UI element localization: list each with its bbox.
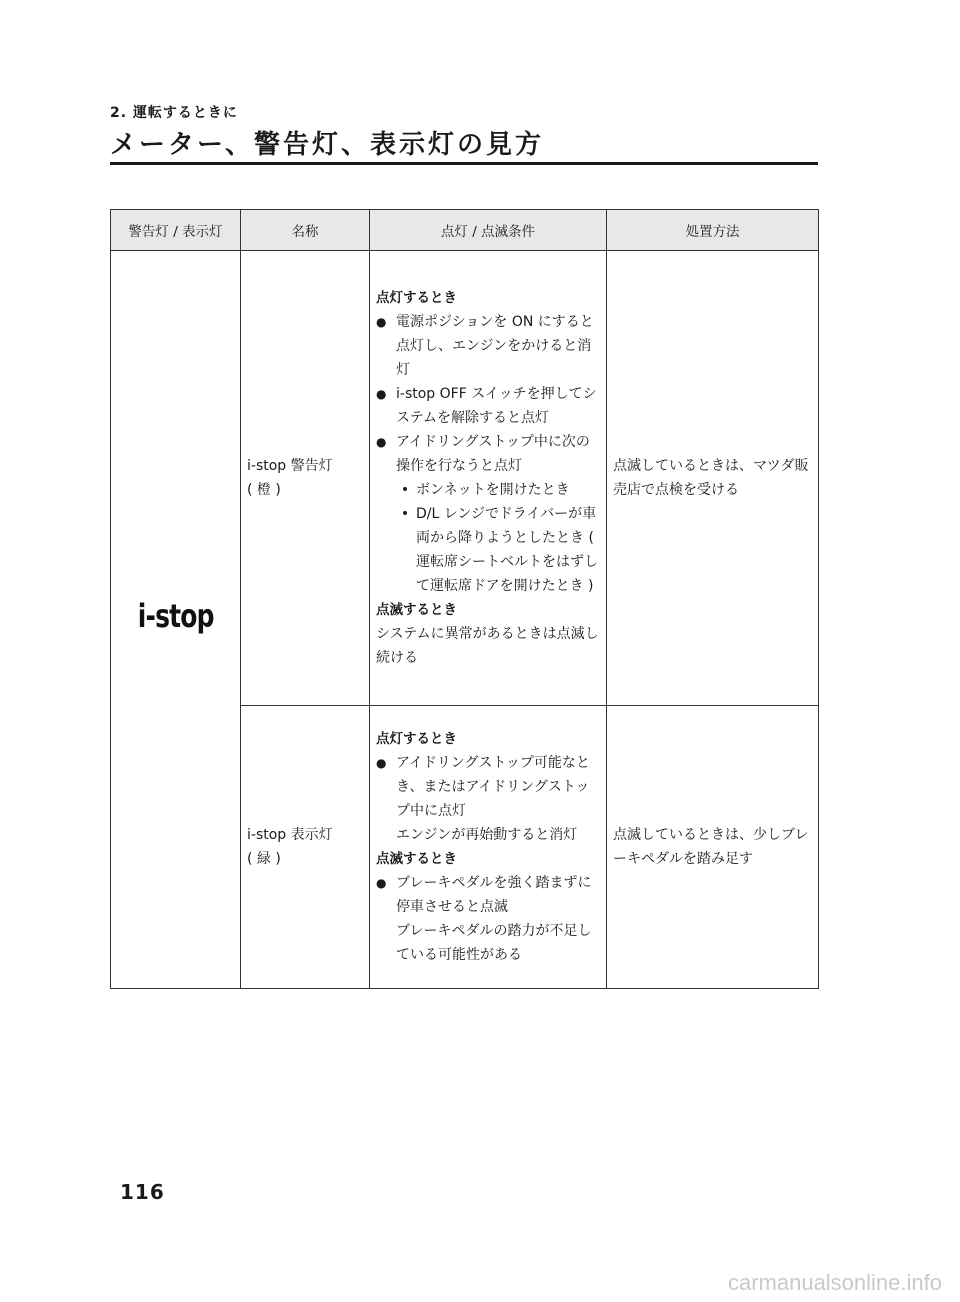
condition-cell	[370, 251, 607, 706]
page-number: 116	[120, 1180, 165, 1204]
list-item-text: 電源ポジションを ON にすると点灯し、エンジンをかけると消灯	[396, 314, 594, 378]
header-light: 警告灯 / 表示灯	[111, 210, 241, 251]
sub-bullet-icon: •	[400, 482, 410, 498]
section-label: 2. 運転するときに	[110, 105, 238, 121]
list-item-text: アイドリングストップ中に次の操作を行なうと点灯	[396, 434, 590, 474]
list-item	[376, 751, 600, 847]
light-name: i-stop 表示灯	[247, 827, 333, 843]
action-cell: 点滅しているときは、少しブレーキペダルを踏み足す	[607, 706, 819, 989]
bullet-icon: ●	[376, 315, 387, 329]
list-item	[376, 310, 600, 382]
list-item	[376, 430, 600, 478]
sub-list-item-text: ボンネットを開けたとき	[416, 482, 570, 498]
watermark: carmanualsonline.info	[727, 1270, 942, 1295]
header-name: 名称	[241, 210, 370, 251]
warning-light-table	[110, 209, 819, 989]
sub-bullet-icon: •	[400, 506, 410, 522]
blink-heading: 点滅するとき	[376, 851, 457, 867]
light-name: i-stop 警告灯	[247, 458, 333, 474]
title-rule	[110, 162, 818, 165]
header-action: 処置方法	[607, 210, 819, 251]
list-item	[376, 382, 600, 430]
on-heading: 点灯するとき	[376, 731, 457, 747]
sub-list-item	[376, 502, 600, 598]
table-row	[111, 251, 819, 706]
light-color: ( 緑 )	[247, 851, 281, 867]
list-item-text: ブレーキペダルの踏力が不足している可能性がある	[396, 923, 592, 963]
list-item	[376, 871, 600, 967]
list-item-text: ブレーキペダルを強く踏まずに停車させると点滅	[396, 875, 592, 915]
on-heading: 点灯するとき	[376, 290, 457, 306]
sub-list-item	[376, 478, 600, 502]
bullet-icon: ●	[376, 435, 387, 449]
sub-list-item-text: D/L レンジでドライバーが車両から降りようとしたとき ( 運転席シートベルトをはずして運転席ドアを開けたとき )	[416, 506, 598, 594]
action-cell: 点滅しているときは、マツダ販売店で点検を受ける	[607, 251, 819, 706]
blink-text: システムに異常があるときは点滅し続ける	[376, 626, 599, 666]
light-color: ( 橙 )	[247, 482, 281, 498]
list-item-text: エンジンが再始動すると消灯	[396, 827, 578, 843]
table-header-row	[111, 210, 819, 251]
bullet-icon: ●	[376, 756, 387, 770]
icon-cell	[111, 251, 241, 989]
bullet-icon: ●	[376, 387, 387, 401]
bullet-icon: ●	[376, 876, 387, 890]
page-title: メーター、警告灯、表示灯の見方	[110, 130, 544, 160]
list-item-text: アイドリングストップ可能なとき、またはアイドリングストップ中に点灯	[396, 755, 590, 819]
list-item-text: i-stop OFF スイッチを押してシステムを解除すると点灯	[396, 386, 597, 426]
name-cell	[241, 706, 370, 989]
name-cell	[241, 251, 370, 706]
header-condition: 点灯 / 点滅条件	[370, 210, 607, 251]
istop-icon: i-stop	[137, 597, 214, 635]
blink-heading: 点滅するとき	[376, 602, 457, 618]
condition-cell	[370, 706, 607, 989]
